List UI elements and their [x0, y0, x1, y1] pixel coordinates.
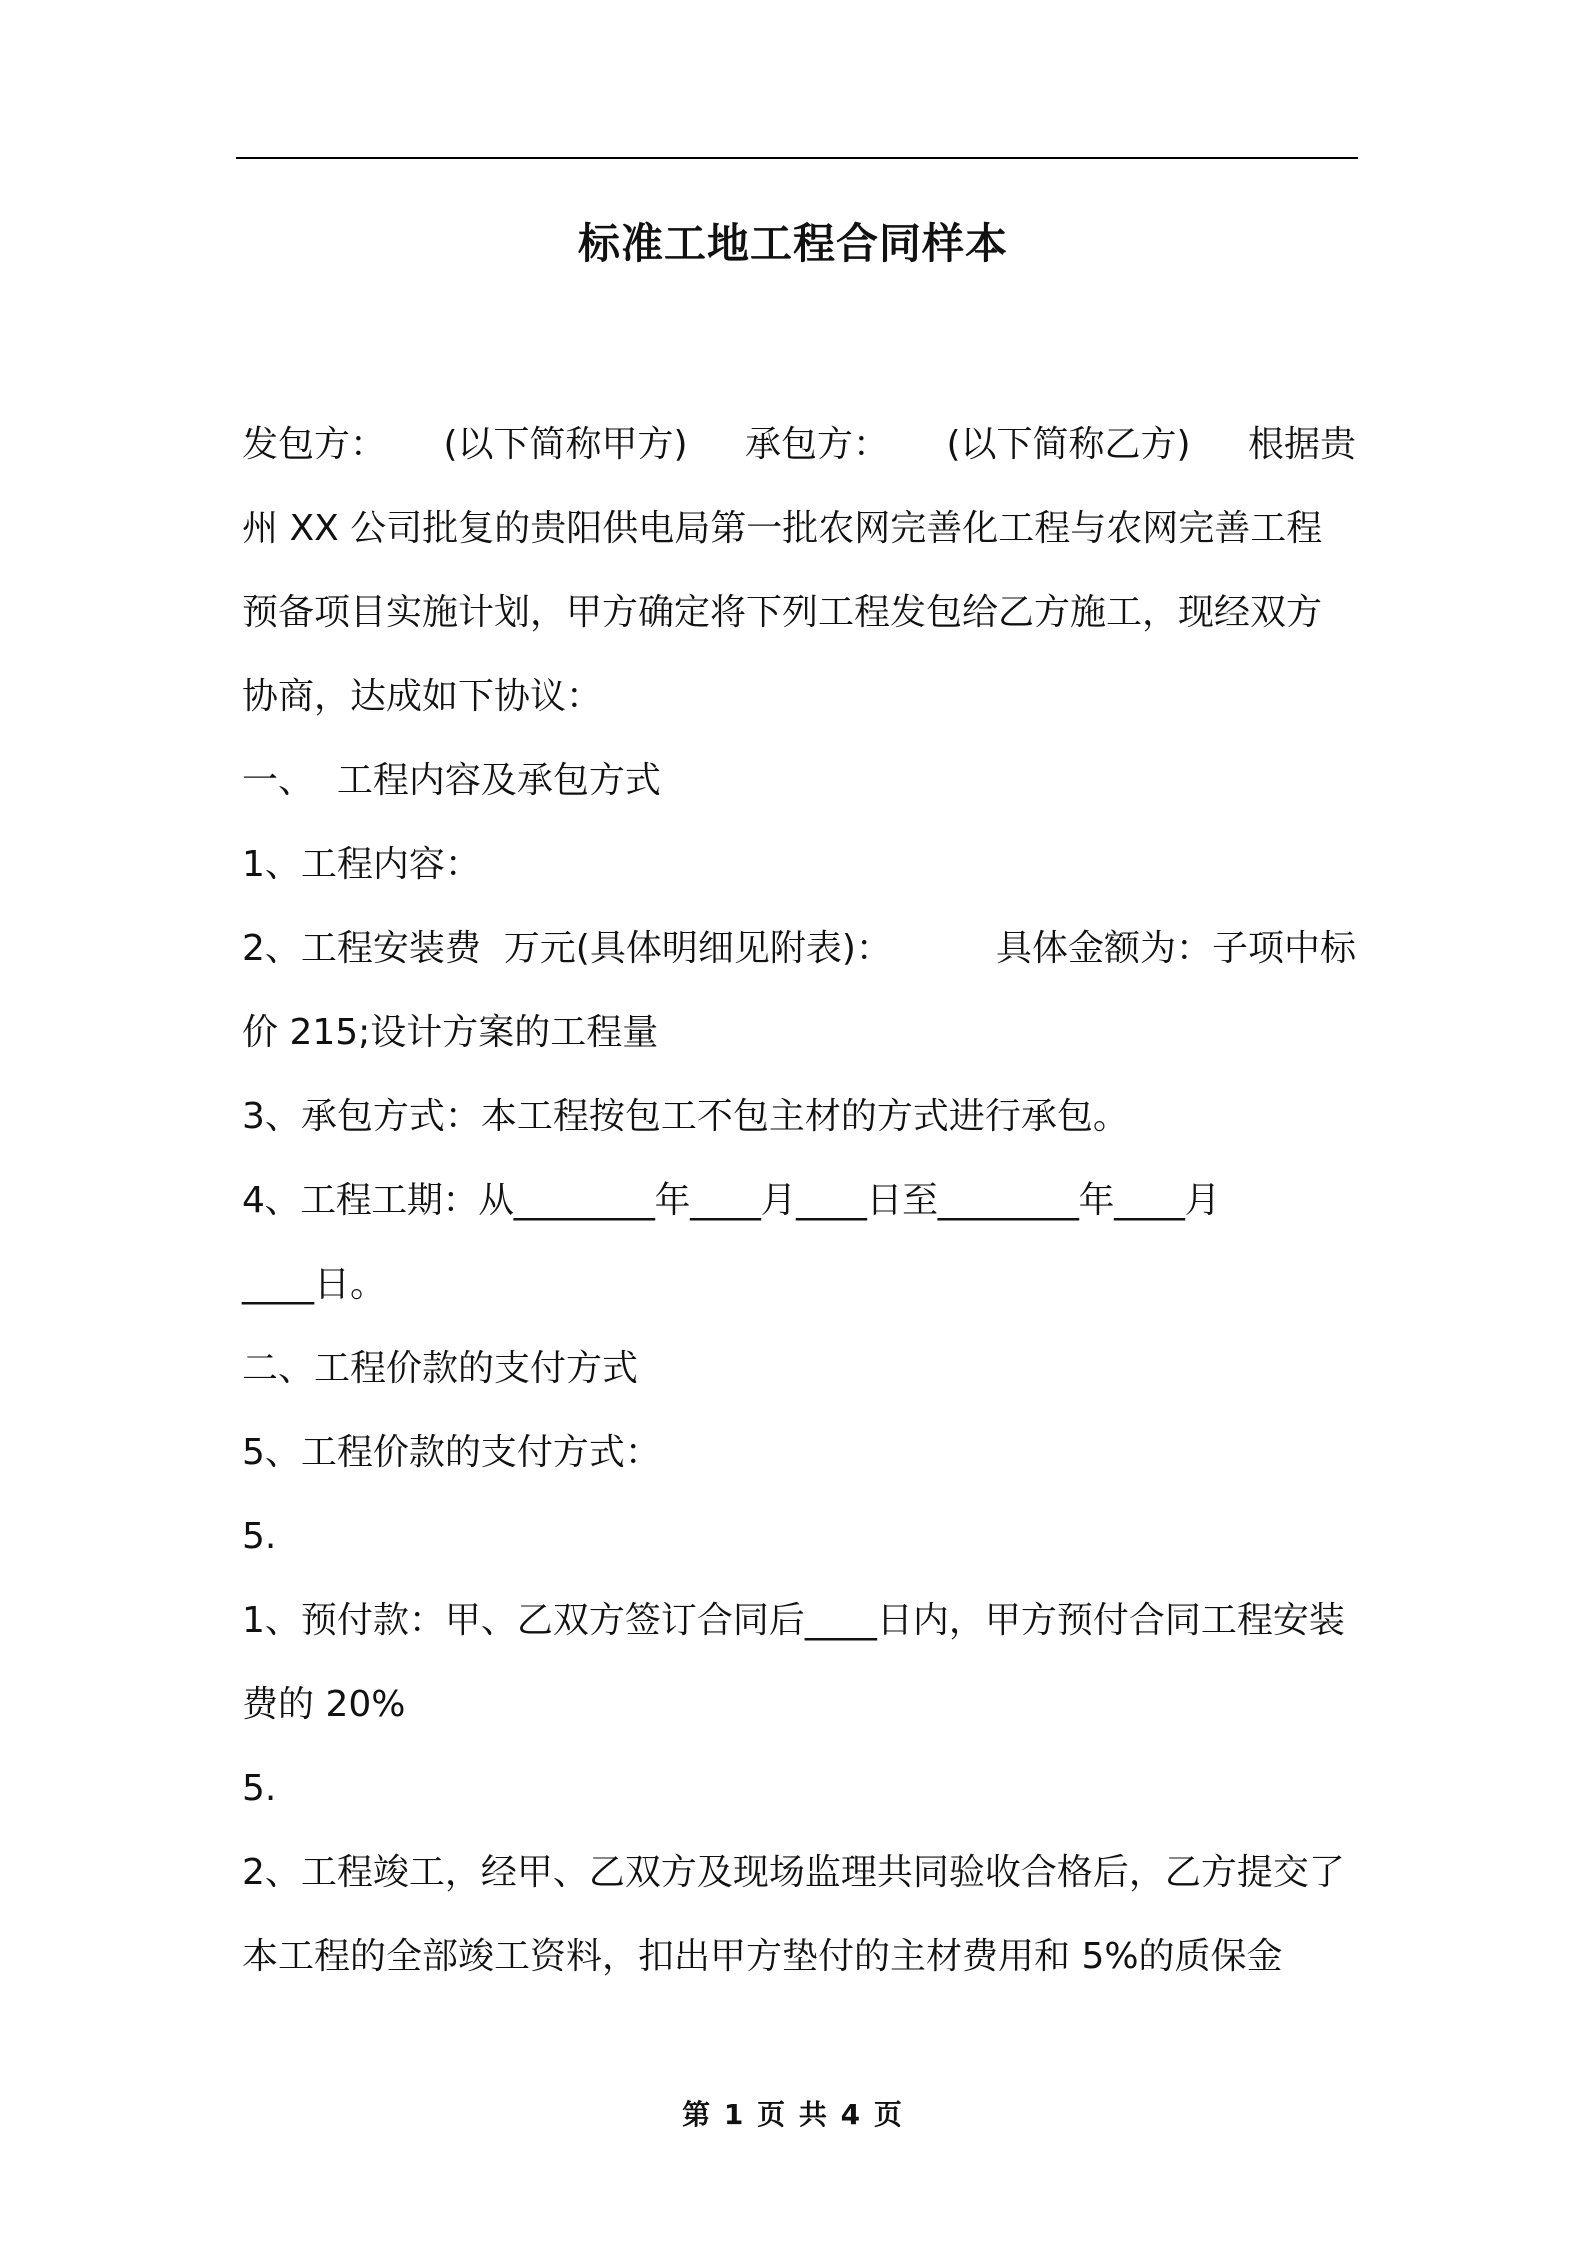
party-b-note: (以下简称乙方) [946, 424, 1191, 465]
clause-2-fee: 2、工程安装费 万元(具体明细见附表)： [242, 928, 892, 969]
clause-1: 1、工程内容： [242, 844, 481, 885]
clause-5-1: 1、预付款：甲、乙双方签订合同后____日内，甲方预付合同工程安装费的 20% [242, 1600, 1345, 1725]
clause-4: 4、工程工期：从________年____月____日至________年____月 [242, 1180, 1221, 1221]
party-a-note: (以下简称甲方) [443, 424, 688, 465]
section-2-heading: 二、工程价款的支付方式 [242, 1348, 639, 1389]
party-a-label: 发包方： [242, 424, 387, 465]
clause-3: 3、承包方式：本工程按包工不包主材的方式进行承包。 [242, 1096, 1129, 1137]
page-indicator: 第 1 页 共 4 页 [682, 2098, 904, 2131]
document-title: 标准工地工程合同样本 [577, 219, 1008, 268]
clause-5-number-b: 5. [242, 1768, 277, 1809]
intro-first-line [242, 403, 1356, 487]
intro-paragraph: 州 XX 公司批复的贵阳供电局第一批农网完善化工程与农网完善工程预备项目实施计划，甲方确定将下列工程发包给乙方施工，现经双方协商，达成如下协议： [242, 508, 1323, 717]
clause-2-amount: 具体金额为：子项中标 [995, 928, 1356, 969]
party-b-label: 承包方： [744, 424, 889, 465]
document-body [242, 403, 1356, 1999]
intro-lead-text: 根据贵 [1247, 424, 1356, 465]
clause-2-continued: 价 215;设计方案的工程量 [242, 1012, 659, 1053]
clause-5-number-a: 5. [242, 1516, 277, 1557]
clause-5-2: 2、工程竣工，经甲、乙双方及现场监理共同验收合格后，乙方提交了本工程的全部竣工资料，扣出甲方垫付的主材费用和 5%的质保金 [242, 1852, 1345, 1977]
clause-2-first-line [242, 907, 1356, 991]
clause-5: 5、工程价款的支付方式： [242, 1432, 661, 1473]
section-1-heading: 一、 工程内容及承包方式 [242, 760, 661, 801]
header-rule [236, 157, 1358, 159]
clause-4-continued: ____日。 [242, 1264, 387, 1305]
